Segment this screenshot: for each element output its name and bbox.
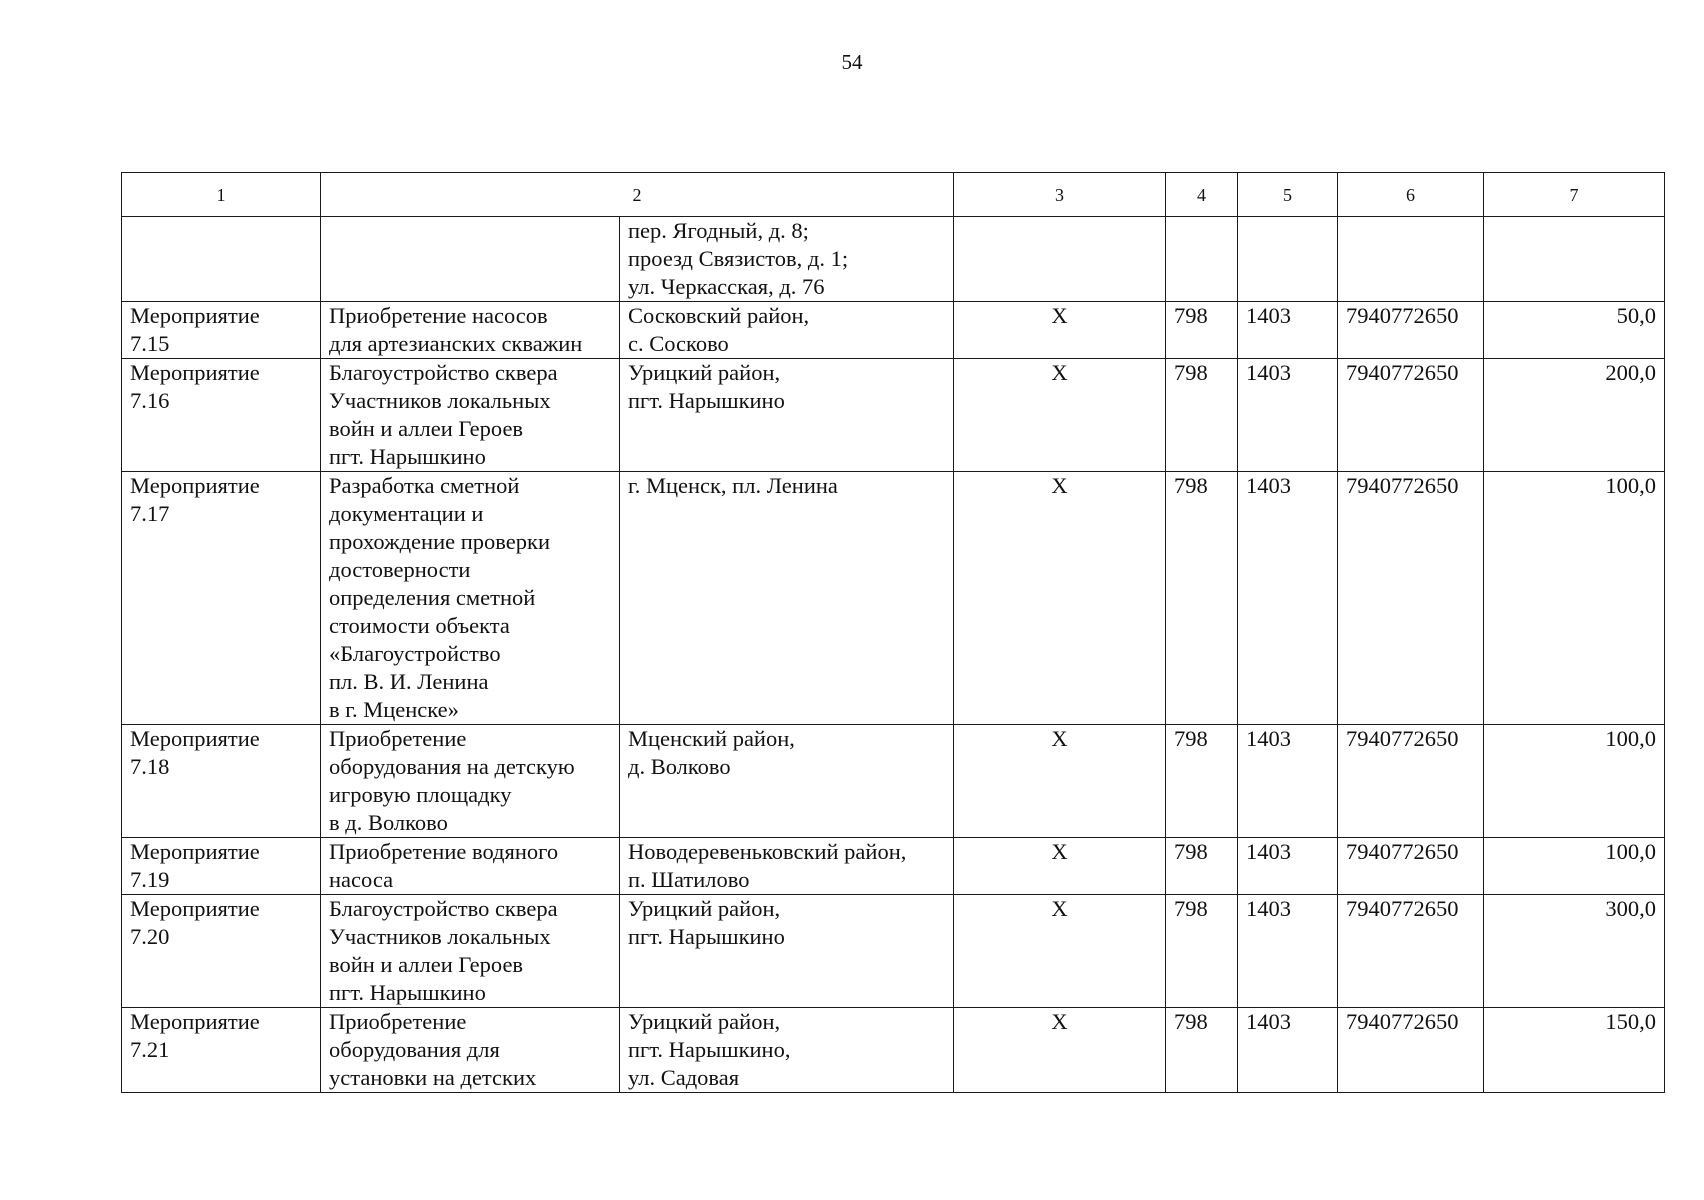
cell-addr [620,838,954,895]
table-row [122,472,1665,725]
cell-addr [620,895,954,1008]
desc-line: насоса [329,867,394,892]
desc-line: для артезианских скважин [329,331,583,356]
cell-desc [321,217,620,302]
cell-col7: 100,0 [1484,725,1665,838]
cell-col3 [954,217,1166,302]
cell-col6: 7940772650 [1338,302,1484,359]
cell-name [122,725,321,838]
desc-line: прохождение проверки [329,529,550,554]
cell-col5 [1238,217,1338,302]
cell-desc [321,472,620,725]
cell-col3: Х [954,359,1166,472]
name-line: 7.16 [130,388,170,413]
cell-col7: 50,0 [1484,302,1665,359]
desc-line: Приобретение водяного [329,839,559,864]
name-line: Мероприятие [130,726,260,751]
cell-col4: 798 [1166,472,1238,725]
cell-col5: 1403 [1238,359,1338,472]
cell-col4 [1166,217,1238,302]
cell-col3: Х [954,472,1166,725]
cell-name [122,838,321,895]
cell-desc [321,359,620,472]
cell-name [122,302,321,359]
desc-line: игровую площадку [329,782,512,807]
addr-line: проезд Связистов, д. 1; [628,246,849,271]
addr-line: ул. Черкасская, д. 76 [628,274,825,299]
cell-col3: Х [954,895,1166,1008]
addr-line: ул. Садовая [628,1065,740,1090]
table-row [122,1008,1665,1093]
cell-col6: 7940772650 [1338,838,1484,895]
cell-col6: 7940772650 [1338,725,1484,838]
desc-line: в д. Волково [329,810,448,835]
table-row [122,302,1665,359]
cell-addr [620,217,954,302]
name-line: Мероприятие [130,1009,260,1034]
cell-col3: Х [954,1008,1166,1093]
desc-line: Приобретение [329,726,467,751]
cell-addr [620,472,954,725]
cell-name [122,359,321,472]
cell-col3: Х [954,302,1166,359]
header-cell-1: 1 [122,173,321,217]
desc-line: «Благоустройство [329,641,501,666]
desc-line: оборудования для [329,1037,500,1062]
cell-addr [620,1008,954,1093]
cell-col5: 1403 [1238,895,1338,1008]
table-row [122,725,1665,838]
cell-col5: 1403 [1238,472,1338,725]
addr-line: Урицкий район, [628,360,781,385]
cell-col7: 100,0 [1484,838,1665,895]
desc-line: пл. В. И. Ленина [329,669,489,694]
cell-desc [321,725,620,838]
cell-col7: 150,0 [1484,1008,1665,1093]
addr-line: Мценский район, [628,726,795,751]
cell-col6: 7940772650 [1338,895,1484,1008]
addr-line: Урицкий район, [628,896,781,921]
addr-line: Сосковский район, [628,303,810,328]
cell-addr [620,725,954,838]
cell-col3: Х [954,725,1166,838]
cell-name [122,1008,321,1093]
header-row [122,173,1665,217]
desc-line: стоимости объекта [329,613,510,638]
cell-addr [620,359,954,472]
desc-line: Участников локальных [329,924,551,949]
desc-line: оборудования на детскую [329,754,575,779]
desc-line: в г. Мценске» [329,697,459,722]
desc-line: Приобретение [329,1009,467,1034]
cell-desc [321,895,620,1008]
continuation-row [122,217,1665,302]
name-line: Мероприятие [130,839,260,864]
table-row [122,838,1665,895]
addr-line: п. Шатилово [628,867,750,892]
name-line: 7.21 [130,1037,170,1062]
cell-desc [321,838,620,895]
name-line: 7.15 [130,331,170,356]
name-line: 7.17 [130,501,170,526]
cell-col6 [1338,217,1484,302]
desc-line: Участников локальных [329,388,551,413]
addr-line: Новодеревеньковский район, [628,839,907,864]
addr-line: Урицкий район, [628,1009,781,1034]
header-cell-5: 5 [1238,173,1338,217]
name-line: Мероприятие [130,473,260,498]
cell-col3: Х [954,838,1166,895]
cell-col5: 1403 [1238,838,1338,895]
name-line: 7.20 [130,924,170,949]
header-cell-7: 7 [1484,173,1665,217]
cell-col7 [1484,217,1665,302]
table-row [122,895,1665,1008]
cell-desc [321,1008,620,1093]
desc-line: пгт. Нарышкино [329,444,486,469]
desc-line: Приобретение насосов [329,303,548,328]
header-cell-2: 2 [321,173,954,217]
desc-line: пгт. Нарышкино [329,980,486,1005]
name-line: Мероприятие [130,303,260,328]
desc-line: войн и аллеи Героев [329,416,524,441]
desc-line: Благоустройство сквера [329,896,558,921]
cell-col7: 200,0 [1484,359,1665,472]
addr-line: пер. Ягодный, д. 8; [628,218,809,243]
addr-line: с. Сосково [628,331,729,356]
addr-line: пгт. Нарышкино [628,388,785,413]
addr-line: пгт. Нарышкино, [628,1037,791,1062]
desc-line: Разработка сметной [329,473,520,498]
name-line: Мероприятие [130,360,260,385]
cell-desc [321,302,620,359]
cell-col4: 798 [1166,359,1238,472]
name-line: 7.18 [130,754,170,779]
table-row [122,359,1665,472]
cell-col7: 100,0 [1484,472,1665,725]
cell-col5: 1403 [1238,302,1338,359]
cell-col4: 798 [1166,302,1238,359]
cell-col6: 7940772650 [1338,1008,1484,1093]
cell-col4: 798 [1166,725,1238,838]
desc-line: достоверности [329,557,471,582]
cell-name [122,895,321,1008]
header-cell-4: 4 [1166,173,1238,217]
cell-col6: 7940772650 [1338,472,1484,725]
addr-line: д. Волково [628,754,731,779]
cell-col5: 1403 [1238,725,1338,838]
header-cell-3: 3 [954,173,1166,217]
addr-line: пгт. Нарышкино [628,924,785,949]
page-number: 54 [841,50,863,74]
desc-line: установки на детских [329,1065,537,1090]
name-line: Мероприятие [130,896,260,921]
desc-line: определения сметной [329,585,536,610]
cell-col5: 1403 [1238,1008,1338,1093]
desc-line: войн и аллеи Героев [329,952,524,977]
cell-name [122,472,321,725]
header-cell-6: 6 [1338,173,1484,217]
cell-name [122,217,321,302]
cell-col4: 798 [1166,895,1238,1008]
desc-line: Благоустройство сквера [329,360,558,385]
budget-table [121,172,1665,1093]
cell-col4: 798 [1166,838,1238,895]
cell-col4: 798 [1166,1008,1238,1093]
desc-line: документации и [329,501,484,526]
cell-addr [620,302,954,359]
cell-col6: 7940772650 [1338,359,1484,472]
name-line: 7.19 [130,867,170,892]
addr-line: г. Мценск, пл. Ленина [628,473,838,498]
cell-col7: 300,0 [1484,895,1665,1008]
